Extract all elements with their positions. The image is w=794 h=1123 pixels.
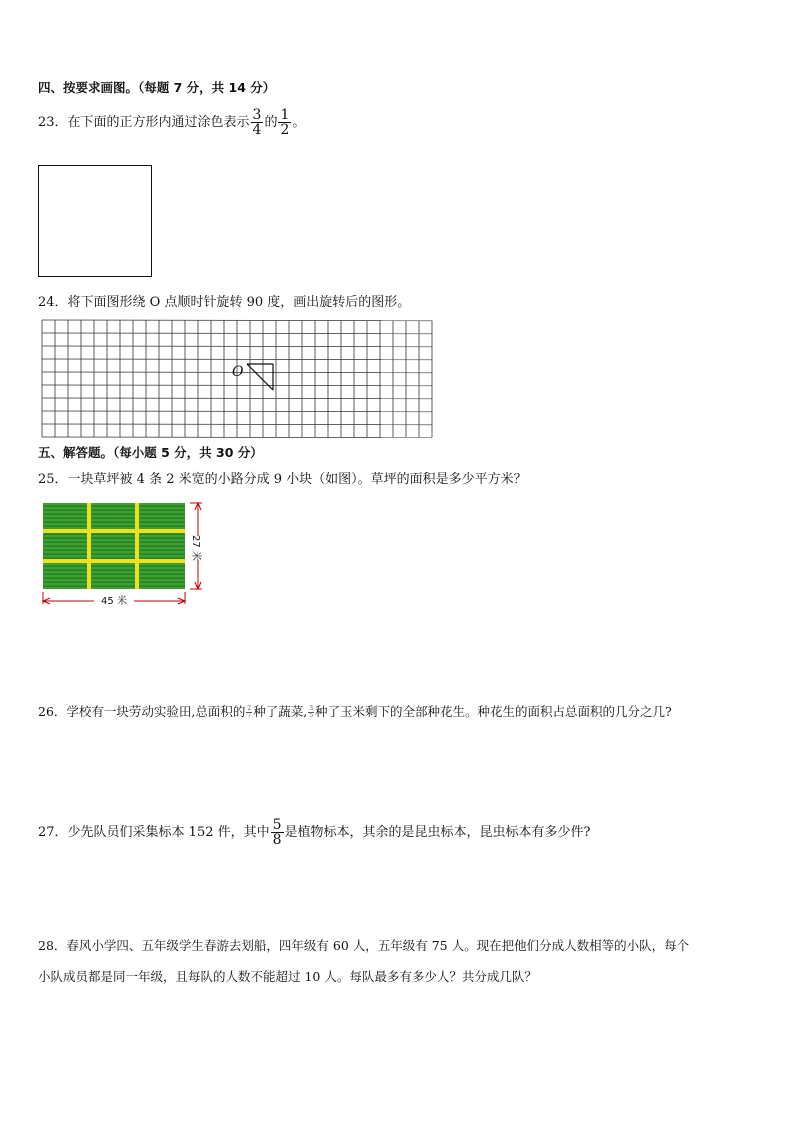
q26-mid2: 种了玉米剩下的全部种花生。种花生的面积占总面积的几分之几? xyxy=(315,704,672,719)
question-25: 25．一块草坪被 4 条 2 米宽的小路分成 9 小块（如图）。草坪的面积是多少平方米？ xyxy=(38,472,527,487)
grid-horizontal-line xyxy=(42,320,432,321)
lawn-area xyxy=(43,503,185,589)
q27-suffix: 是植物标本，其余的是昆虫标本，昆虫标本有多少件? xyxy=(284,825,591,840)
q27-prefix: 27．少先队员们采集标本 152 件，其中 xyxy=(38,825,270,840)
height-label: 27 米 xyxy=(190,535,201,561)
question-28-line-1: 28．春风小学四、五年级学生春游去划船，四年级有 60 人，五年级有 75 人。现在把他们分成人数相等的小队，每个 xyxy=(38,938,690,953)
q26-f2-denominator: 5 xyxy=(309,712,314,719)
question-27 xyxy=(38,818,591,847)
grid-horizontal-line xyxy=(42,359,432,360)
q23-mid: 的 xyxy=(264,115,278,130)
q23-f1-numerator: 3 xyxy=(252,107,262,123)
horizontal-path-1 xyxy=(43,529,185,533)
horizontal-path-2 xyxy=(43,559,185,563)
fraction-one-half xyxy=(278,108,291,137)
question-23 xyxy=(38,108,305,137)
fraction-five-eighths xyxy=(271,818,284,847)
q23-suffix: 。 xyxy=(292,115,306,130)
q23-f2-numerator: 1 xyxy=(280,107,290,123)
q23-prefix: 23．在下面的正方形内通过涂色表示 xyxy=(38,115,250,130)
q23-f1-denominator: 4 xyxy=(252,122,262,138)
section-5-title: 五、解答题。（每小题 5 分，共 30 分） xyxy=(38,445,263,460)
q26-f1-denominator: 7 xyxy=(247,712,252,719)
grid-horizontal-line xyxy=(42,346,432,347)
q26-prefix: 26．学校有一块劳动实验田,总面积的 xyxy=(38,704,246,719)
grid-horizontal-line xyxy=(42,385,432,386)
lawn-figure xyxy=(38,498,218,610)
fraction-two-sevenths xyxy=(246,706,252,719)
q27-denominator: 8 xyxy=(272,832,282,848)
width-label: 45 米 xyxy=(101,596,127,607)
drawing-square[interactable] xyxy=(38,165,152,277)
vertical-path-1 xyxy=(87,503,91,589)
point-o-label: O xyxy=(232,364,244,380)
grid-horizontal-line xyxy=(42,437,432,438)
fraction-three-quarters xyxy=(251,108,264,137)
fraction-three-fifths xyxy=(308,706,314,719)
vertical-path-2 xyxy=(135,503,139,589)
q27-numerator: 5 xyxy=(272,817,282,833)
question-24: 24．将下面图形绕 O 点顺时针旋转 90 度，画出旋转后的图形。 xyxy=(38,295,411,310)
q26-mid1: 种了蔬菜, xyxy=(253,704,308,719)
q26-f2-numerator: 3 xyxy=(309,705,314,712)
section-4-title: 四、按要求画图。（每题 7 分，共 14 分） xyxy=(38,80,276,95)
question-26 xyxy=(38,702,672,720)
grid-horizontal-line xyxy=(42,333,432,334)
grid-horizontal-line xyxy=(42,398,432,399)
grid-horizontal-line xyxy=(42,411,432,412)
q26-f1-numerator: 2 xyxy=(247,705,252,712)
grid-horizontal-line xyxy=(42,424,432,425)
question-28-line-2: 小队成员都是同一年级，且每队的人数不能超过 10 人。每队最多有多少人？共分成几队？ xyxy=(38,969,537,984)
rotation-grid[interactable] xyxy=(40,318,435,438)
q23-f2-denominator: 2 xyxy=(280,122,290,138)
triangle-shape xyxy=(247,364,273,390)
